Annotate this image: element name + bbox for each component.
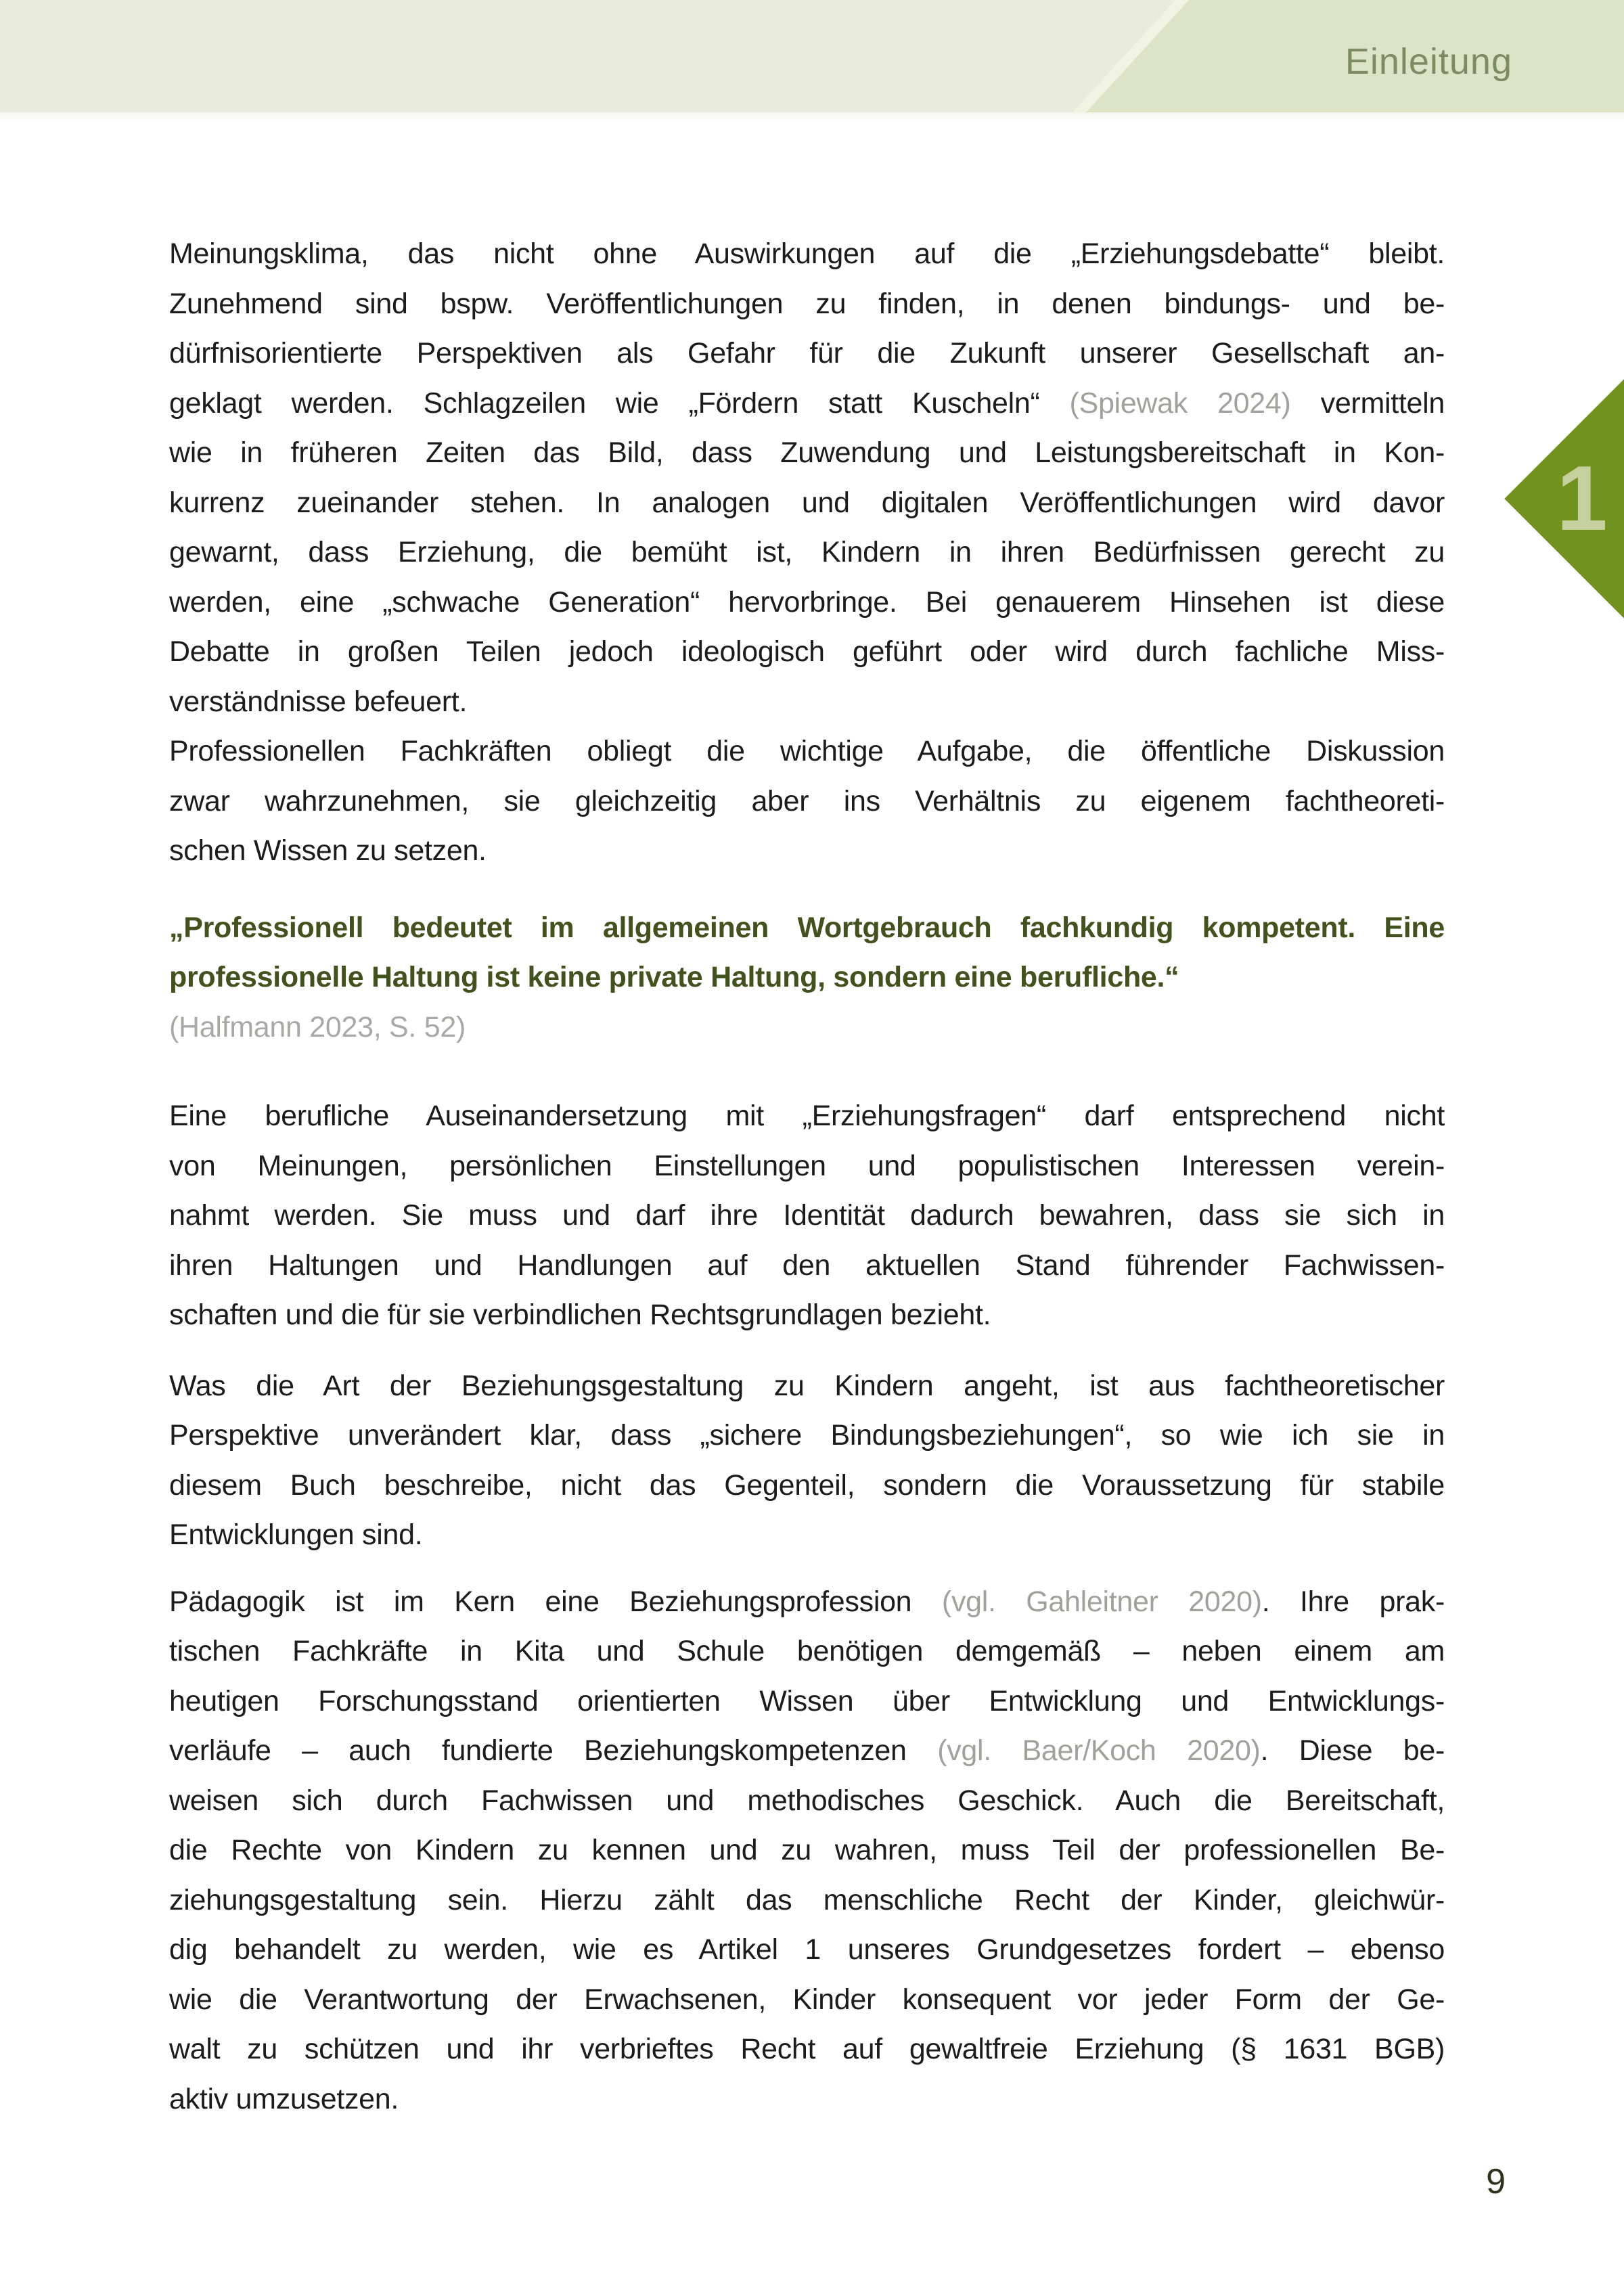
text-line — [169, 1191, 1445, 1241]
text-segment: Zunehmend sind bspw. Veröffentlichungen zu finden, in denen bindungs- und be- — [169, 287, 1445, 320]
text-segment: nahmt werden. Sie muss und darf ihre Identität dadurch bewahren, dass sie sich in — [169, 1199, 1445, 1232]
text-segment: . Diese be- — [1260, 1734, 1445, 1767]
text-line — [169, 1776, 1445, 1826]
page-number: 9 — [1486, 2162, 1506, 2201]
text-line — [169, 1726, 1445, 1776]
text-line — [169, 1876, 1445, 1926]
text-segment: weisen sich durch Fachwissen und methodisches Geschick. Auch die Bereitschaft, — [169, 1784, 1445, 1817]
text-segment: aktiv umzusetzen. — [169, 2082, 399, 2115]
text-segment: dig behandelt zu werden, wie es Artikel 1 unseres Grundgesetzes fordert – ebenso — [169, 1933, 1445, 1966]
text-line — [169, 229, 1445, 279]
text-segment: Perspektive unverändert klar, dass „sichere Bindungsbeziehungen“, so wie ich sie in — [169, 1419, 1445, 1452]
text-segment: „Professionell bedeutet im allgemeinen Wortgebrauch fachkundig kompetent. Eine — [169, 911, 1445, 944]
text-line — [169, 1627, 1445, 1677]
text-segment: werden, eine „schwache Generation“ hervorbringe. Bei genauerem Hinsehen ist diese — [169, 585, 1445, 619]
text-line — [169, 1411, 1445, 1461]
text-line — [169, 1003, 1445, 1053]
text-line — [169, 1975, 1445, 2025]
text-segment: Professionellen Fachkräften obliegt die wichtige Aufgabe, die öffentliche Diskussion — [169, 735, 1445, 767]
text-segment: wie die Verantwortung der Erwachsenen, Kinder konsequent vor jeder Form der Ge- — [169, 1983, 1445, 2016]
text-line — [169, 1577, 1445, 1627]
text-line — [169, 1677, 1445, 1727]
text-line — [169, 2075, 1445, 2125]
text-segment: verläufe – auch fundierte Beziehungskompetenzen — [169, 1734, 938, 1767]
text-segment: Meinungsklima, das nicht ohne Auswirkungen auf die „Erziehungsdebatte“ bleibt. — [169, 238, 1445, 270]
citation-text: (Spiewak 2024) — [1069, 386, 1291, 420]
text-line — [169, 1142, 1445, 1192]
text-segment: ziehungsgestaltung sein. Hierzu zählt das menschliche Recht der Kinder, gleichwür- — [169, 1883, 1445, 1916]
text-segment: walt zu schützen und ihr verbrieftes Recht auf gewaltfreie Erziehung (§ 1631 BGB) — [169, 2033, 1445, 2065]
text-segment: professionelle Haltung ist keine private Haltung, sondern eine berufliche.“ — [169, 961, 1179, 993]
text-line — [169, 1826, 1445, 1876]
quote-block — [169, 903, 1445, 1053]
text-segment: die Rechte von Kindern zu kennen und zu wahren, muss Teil der professionellen Be- — [169, 1834, 1445, 1866]
body-text-column — [169, 229, 1445, 2124]
text-segment: heutigen Forschungsstand orientierten Wissen über Entwicklung und Entwicklungs- — [169, 1684, 1445, 1717]
text-line — [169, 903, 1445, 953]
text-line — [169, 279, 1445, 330]
text-line — [169, 1461, 1445, 1511]
text-segment: Was die Art der Beziehungsgestaltung zu Kindern angeht, ist aus fachtheoretischer — [169, 1369, 1445, 1402]
citation-text: (vgl. Baer/Koch 2020) — [937, 1734, 1261, 1767]
chapter-tab-number: 1 — [1556, 447, 1608, 549]
text-segment: tischen Fachkräfte in Kita und Schule benötigen demgemäß – neben einem am — [169, 1635, 1445, 1667]
text-segment: gewarnt, dass Erziehung, die bemüht ist, Kindern in ihren Bedürfnissen gerecht zu — [169, 536, 1445, 568]
text-segment: ihren Haltungen und Handlungen auf den aktuellen Stand führender Fachwissen- — [169, 1249, 1445, 1282]
text-line — [169, 428, 1445, 478]
header-band-fade — [0, 112, 1624, 122]
text-line — [169, 826, 1445, 876]
text-line — [169, 578, 1445, 628]
text-segment: von Meinungen, persönlichen Einstellungen und populistischen Interessen verein- — [169, 1149, 1445, 1182]
text-line — [169, 953, 1445, 1003]
paragraph-1 — [169, 229, 1445, 727]
text-segment: wie in früheren Zeiten das Bild, dass Zuwendung und Leistungsbereitschaft in Kon- — [169, 436, 1445, 469]
text-line — [169, 627, 1445, 677]
header-band — [0, 0, 1624, 112]
citation-text: (vgl. Gahleitner 2020) — [941, 1585, 1262, 1618]
text-segment: Eine berufliche Auseinandersetzung mit „Erziehungsfragen“ darf entsprechend nicht — [169, 1100, 1445, 1132]
text-line — [169, 677, 1445, 727]
citation-text: (Halfmann 2023, S. 52) — [169, 1010, 466, 1043]
running-head-chapter-title: Einleitung — [1345, 41, 1512, 82]
text-segment: Pädagogik ist im Kern eine Beziehungsprofession — [169, 1585, 942, 1618]
text-segment: Entwicklungen sind. — [169, 1519, 423, 1551]
text-line — [169, 2025, 1445, 2075]
text-segment: schen Wissen zu setzen. — [169, 834, 487, 867]
text-line — [169, 727, 1445, 777]
text-line — [169, 478, 1445, 528]
text-segment: . Ihre prak- — [1261, 1585, 1445, 1618]
text-line — [169, 1510, 1445, 1560]
text-line — [169, 528, 1445, 578]
paragraph-2 — [169, 727, 1445, 876]
text-segment: geklagt werden. Schlagzeilen wie „Fördern statt Kuscheln“ — [169, 386, 1070, 420]
text-segment: verständnisse befeuert. — [169, 685, 468, 718]
text-segment: Debatte in großen Teilen jedoch ideologisch geführt oder wird durch fachliche Miss- — [169, 635, 1445, 668]
paragraph-3 — [169, 1092, 1445, 1341]
text-segment: schaften und die für sie verbindlichen Rechtsgrundlagen bezieht. — [169, 1299, 991, 1331]
text-line — [169, 1362, 1445, 1412]
text-segment: dürfnisorientierte Perspektiven als Gefahr für die Zukunft unserer Gesellschaft an- — [169, 337, 1445, 369]
text-segment: vermitteln — [1290, 386, 1445, 420]
text-line — [169, 1290, 1445, 1341]
paragraph-4 — [169, 1362, 1445, 1560]
text-line — [169, 329, 1445, 379]
text-line — [169, 379, 1445, 429]
text-segment: zwar wahrzunehmen, sie gleichzeitig aber ins Verhältnis zu eigenem fachtheoreti- — [169, 784, 1445, 817]
text-segment: kurrenz zueinander stehen. In analogen und digitalen Veröffentlichungen wird davor — [169, 486, 1445, 519]
text-line — [169, 777, 1445, 827]
text-line — [169, 1092, 1445, 1142]
text-segment: diesem Buch beschreibe, nicht das Gegenteil, sondern die Voraussetzung für stabile — [169, 1468, 1445, 1502]
text-line — [169, 1241, 1445, 1291]
paragraph-5 — [169, 1577, 1445, 2125]
text-line — [169, 1925, 1445, 1975]
